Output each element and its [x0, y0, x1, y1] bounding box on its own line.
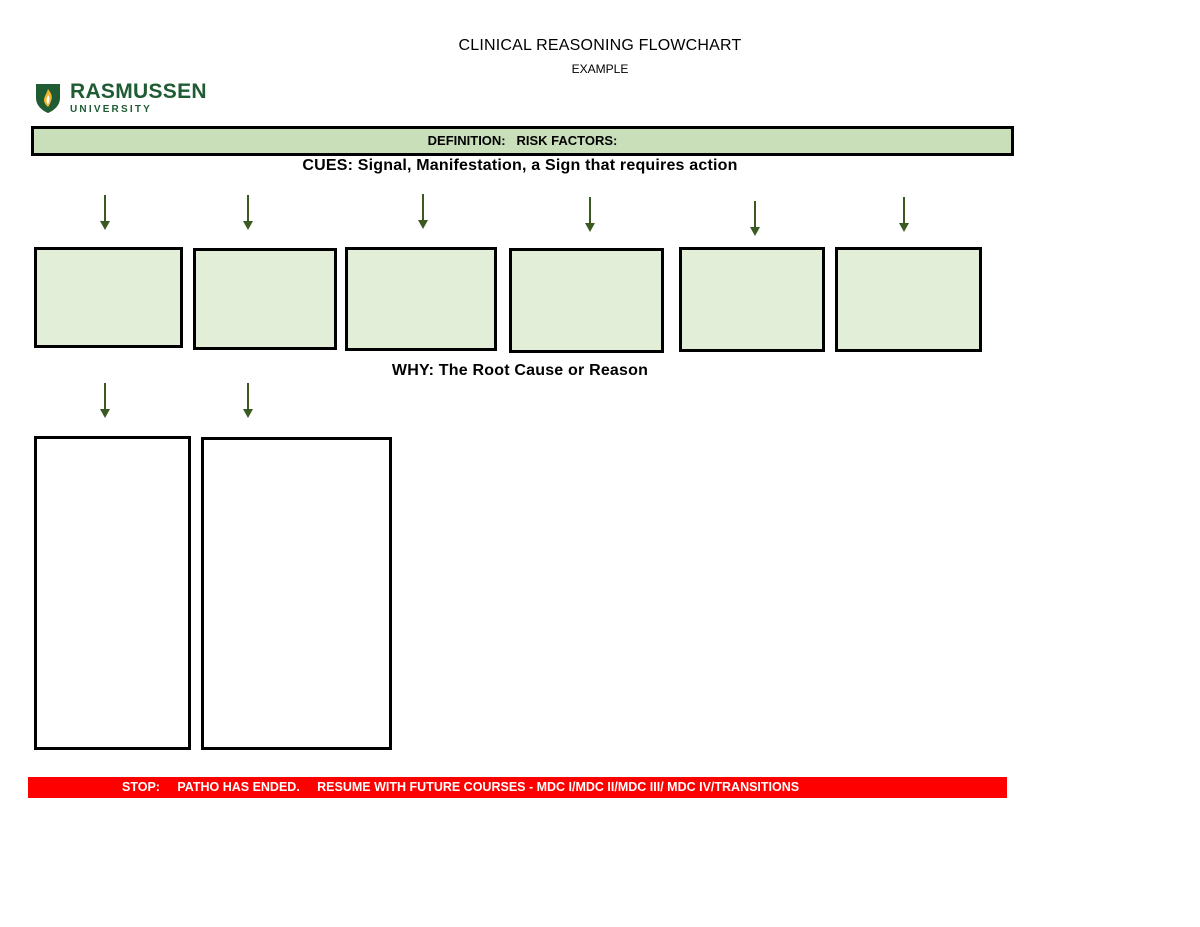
stop-bar: STOP: PATHO HAS ENDED. RESUME WITH FUTURE COURSES - MDC I/MDC II/MDC III/ MDC IV/TRANSITIONS	[28, 777, 1007, 798]
definition-bar: DEFINITION: RISK FACTORS:	[31, 126, 1014, 156]
down-arrow-icon	[897, 195, 911, 235]
cue-box[interactable]	[835, 247, 982, 352]
why-box[interactable]	[201, 437, 392, 750]
why-label: WHY: The Root Cause or Reason	[391, 362, 649, 379]
shield-flame-icon	[34, 82, 62, 114]
page-title: CLINICAL REASONING FLOWCHART	[458, 37, 742, 54]
logo	[34, 82, 234, 122]
down-arrow-icon	[416, 192, 430, 232]
cue-box[interactable]	[679, 247, 825, 352]
logo-subtitle: UNIVERSITY	[70, 104, 153, 115]
logo-name: RASMUSSEN	[70, 80, 207, 103]
cues-label: CUES: Signal, Manifestation, a Sign that requires action	[302, 157, 738, 174]
down-arrow-icon	[98, 193, 112, 233]
down-arrow-icon	[241, 381, 255, 421]
down-arrow-icon	[98, 381, 112, 421]
cue-box[interactable]	[193, 248, 337, 350]
down-arrow-icon	[748, 199, 762, 239]
cue-box[interactable]	[345, 247, 497, 351]
why-box[interactable]	[34, 436, 191, 750]
page-subtitle: EXAMPLE	[571, 62, 629, 76]
cue-box[interactable]	[509, 248, 664, 353]
cue-box[interactable]	[34, 247, 183, 348]
down-arrow-icon	[241, 193, 255, 233]
down-arrow-icon	[583, 195, 597, 235]
